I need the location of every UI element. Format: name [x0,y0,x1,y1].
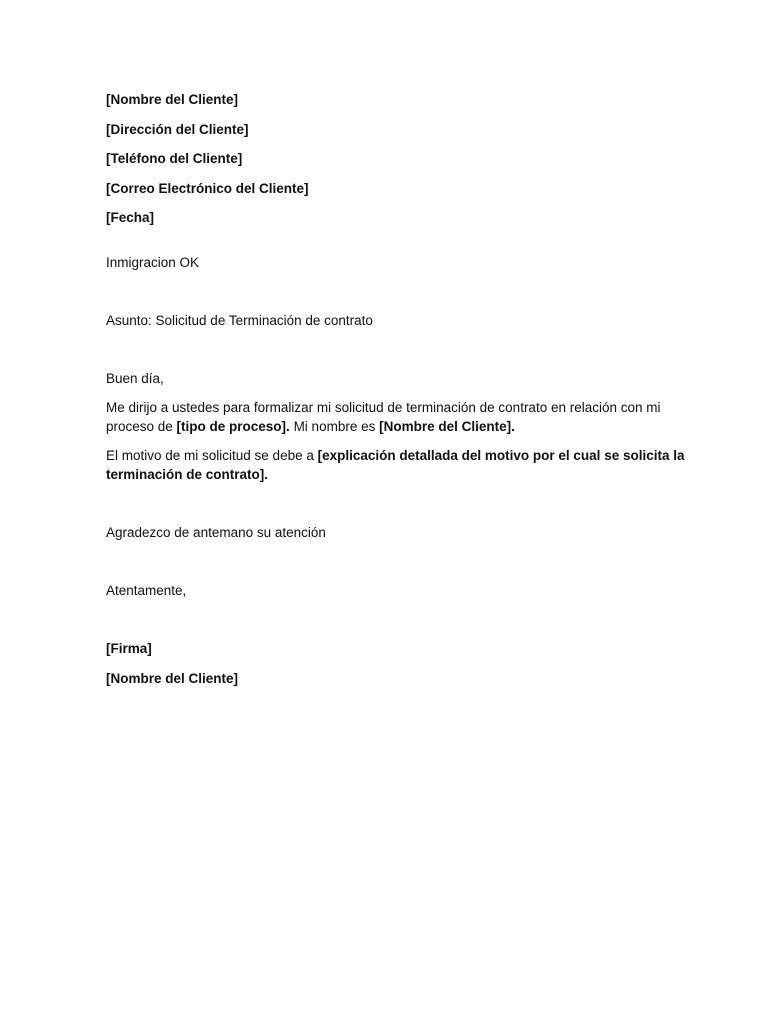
paragraph-request-line2 [106,417,646,436]
client-address: [Dirección del Cliente] [106,121,249,137]
signature-name: [Nombre del Cliente] [106,670,239,686]
recipient-block [106,90,646,227]
client-phone: [Teléfono del Cliente] [106,151,243,166]
paragraph-request [106,398,661,436]
thanks-line: Agradezco de antemano su atención [106,525,326,540]
paragraph-reason [106,446,685,484]
process-type-placeholder: [tipo de proceso]. [176,419,290,434]
subject-line: Asunto: Solicitud de Terminación de contrato [106,313,373,328]
client-name-placeholder: [Nombre del Cliente]. [379,419,515,434]
paragraph-reason-line1 [106,446,685,465]
closing-line: Atentamente, [106,583,187,598]
letter-body [106,90,685,688]
greeting: Buen día, [106,371,164,386]
client-email: [Correo Electrónico del Cliente] [106,180,309,196]
reason-placeholder-part1: [explicación detallada del motivo por el cual se solicita la [317,448,685,463]
letter-date: [Fecha] [106,210,155,225]
paragraph-request-line1: Me dirijo a ustedes para formalizar mi solicitud de terminación de contrato en relación con mi [106,400,661,415]
client-name: [Nombre del Cliente] [106,92,239,107]
paragraph-request-prefix: proceso de [106,419,177,434]
signature-placeholder: [Firma] [106,641,152,656]
addressee: Inmigracion OK [106,255,200,270]
reason-placeholder-part2: terminación de contrato]. [106,467,269,482]
paragraph-request-mid: Mi nombre es [289,419,380,434]
paragraph-reason-prefix: El motivo de mi solicitud se debe a [106,448,318,463]
